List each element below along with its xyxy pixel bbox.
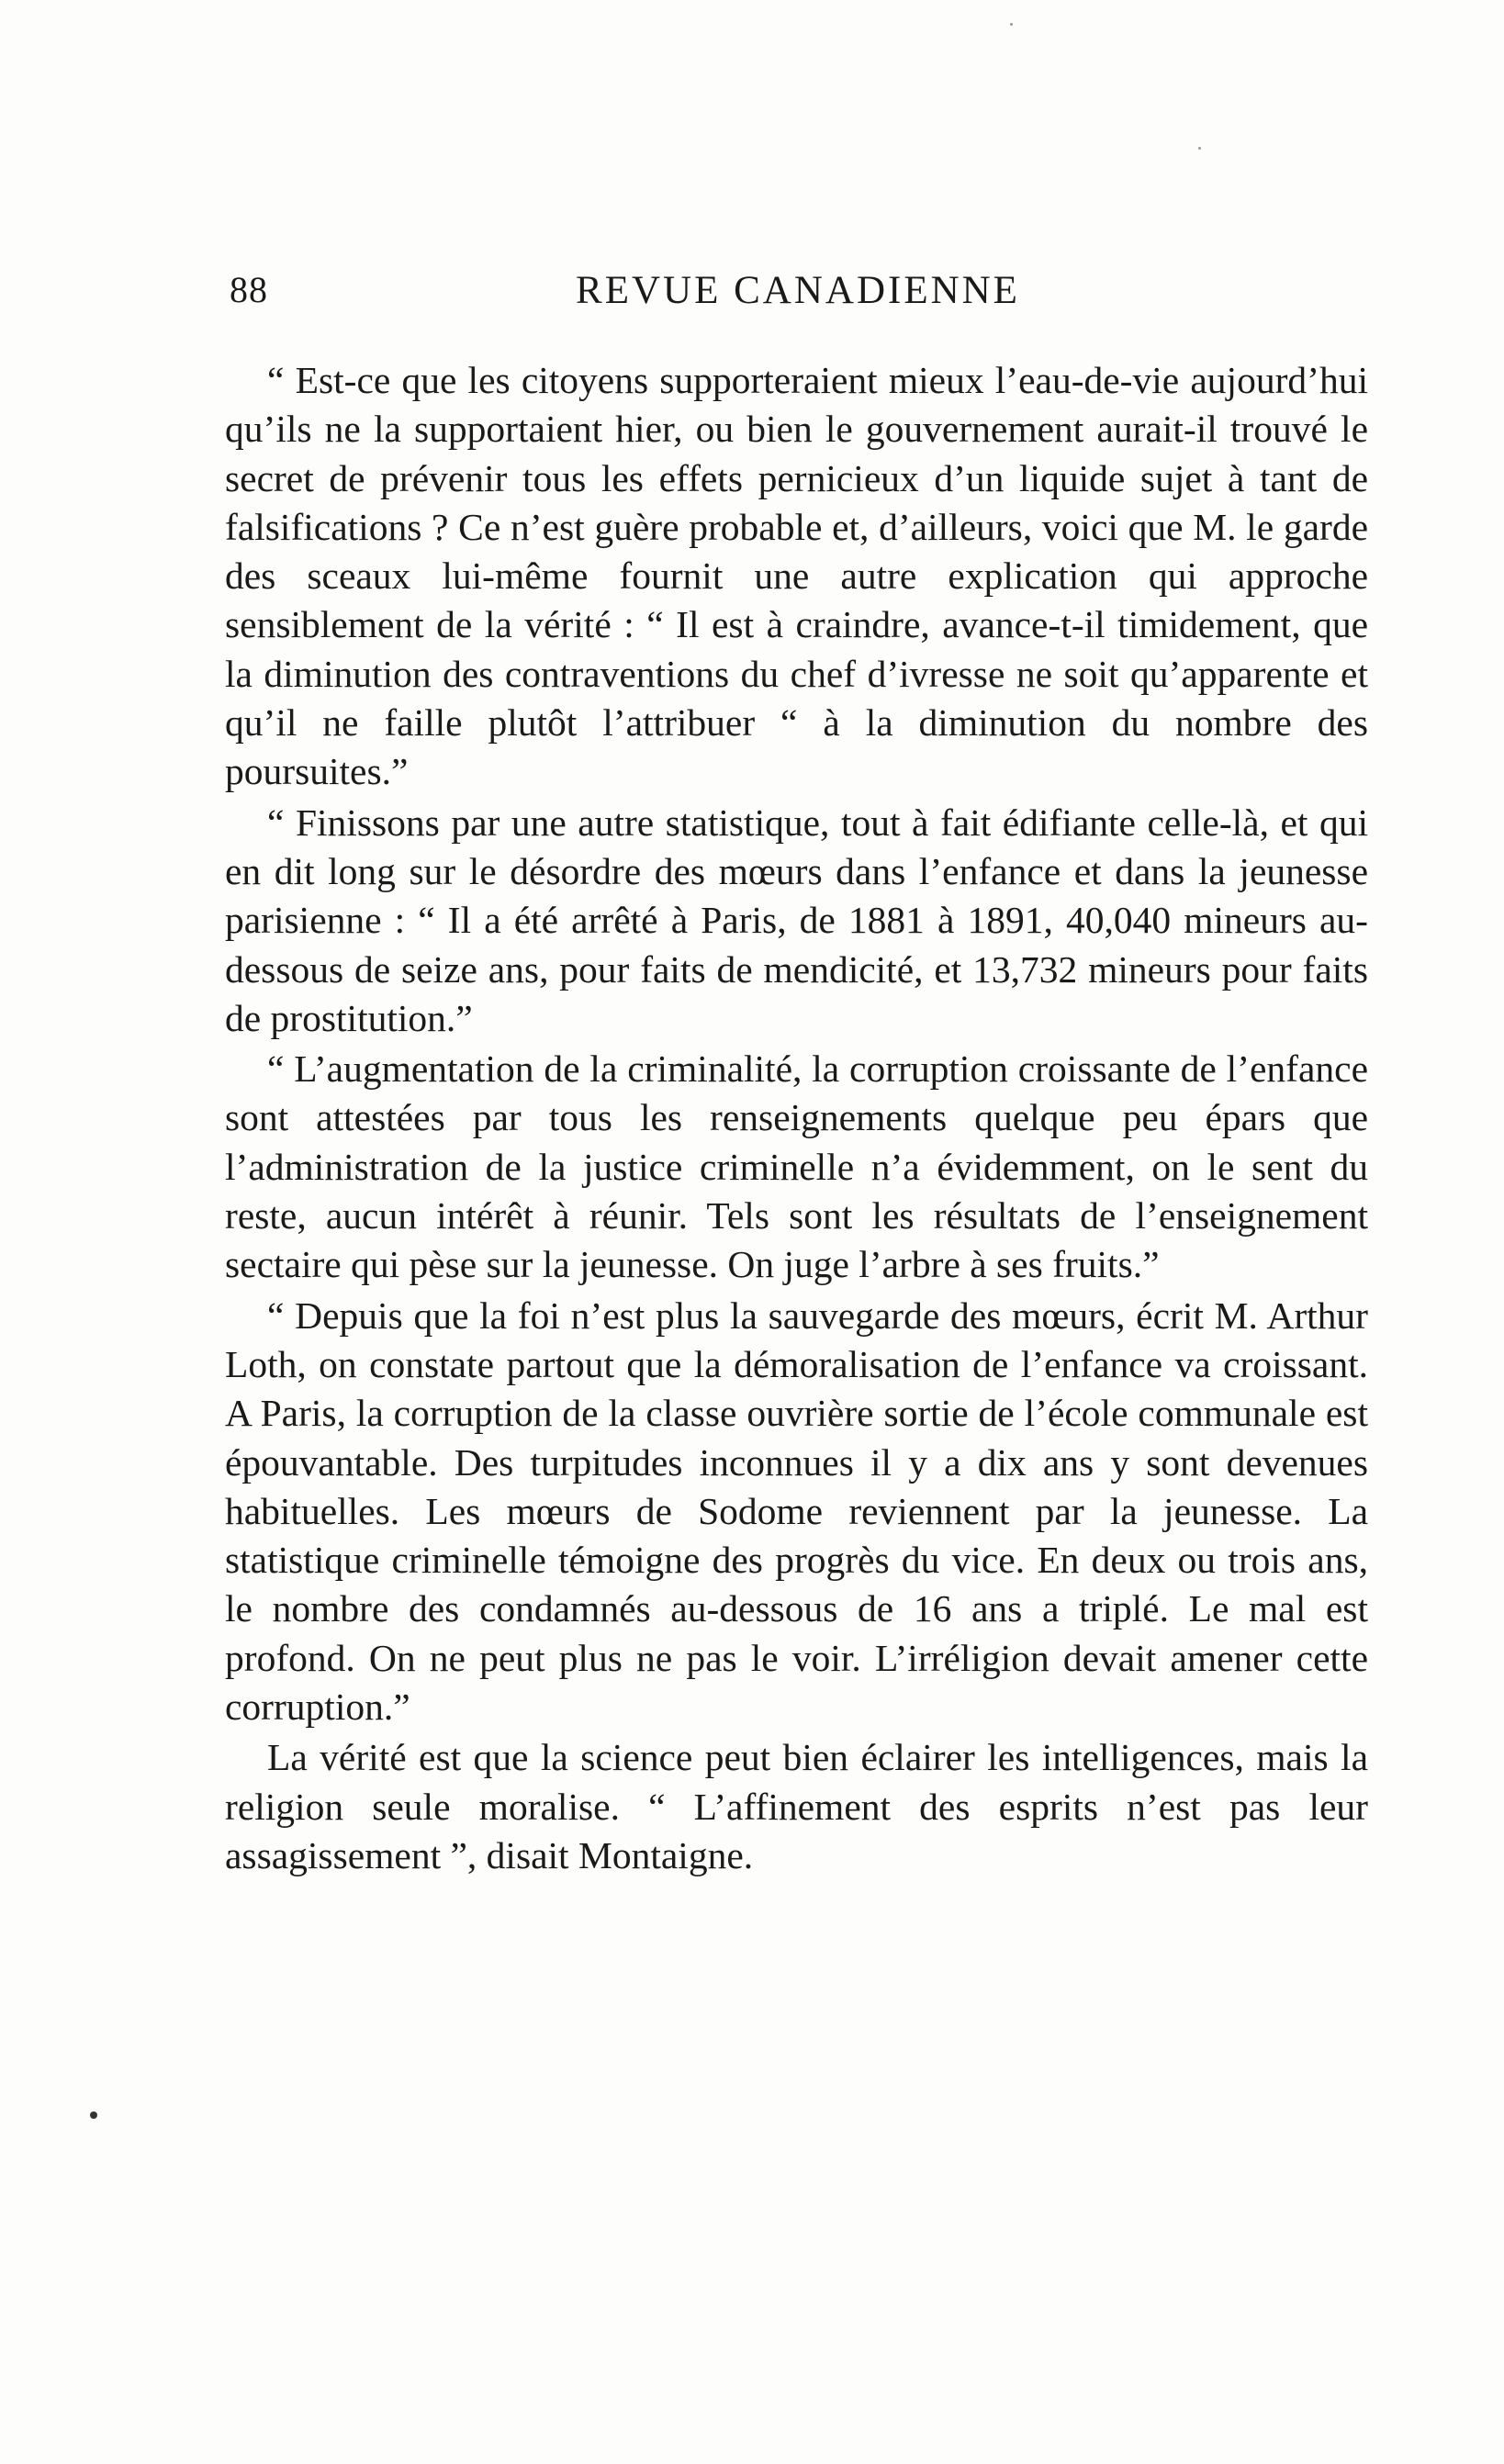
page-header	[228, 268, 1368, 323]
page-number: 88	[230, 269, 268, 310]
paragraph-criminalite: “ L’augmentation de la criminalité, la corruption croissante de l’enfance sont attestées par tous les renseignements quelque peu épars que l’administration de la justice criminelle n’a évidemment, on le sent du reste, aucun intérêt à réunir. Tels sont les résultats de l’enseignement sectaire qui pèse sur la jeunesse. On juge l’arbre à ses fruits.”	[225, 1047, 1368, 1286]
paragraph-eau-de-vie: “ Est-ce que les citoyens supporteraient mieux l’eau-de-vie aujourd’hui qu’ils ne la supportaient hier, ou bien le gouvernement aurait-il trouvé le secret de prévenir tous les effets pernicieux d’un liquide sujet à tant de falsifications ? Ce n’est guère probable et, d’ailleurs, voici que M. le garde des sceaux lui-même fournit une autre explication qui approche sensiblement de la vérité : “ Il est à craindre, avance-t-il timidement, que la diminution des contraventions du chef d’ivresse ne soit qu’apparente et qu’il ne faille plutôt l’attribuer “ à la diminution du nombre des poursuites.”	[225, 359, 1368, 793]
print-speck	[1010, 23, 1013, 26]
print-speck	[1198, 147, 1201, 150]
paragraph-conclusion: La vérité est que la science peut bien éclairer les intelligences, mais la religion seule moralise. “ L’affinement des esprits n’est pas leur assagissement ”, disait Montaigne.	[225, 1736, 1368, 1876]
running-title: REVUE CANADIENNE	[576, 269, 1020, 312]
print-speck	[90, 2111, 97, 2119]
paragraph-statistique: “ Finissons par une autre statistique, tout à fait édifiante celle-là, et qui en dit long sur le désordre des mœurs dans l’enfance et dans la jeunesse parisienne : “ Il a été arrêté à Paris, de 1881 à 1891, 40,040 mineurs au-dessous de seize ans, pour faits de mendicité, et 13,732 mineurs pour faits de prostitution.”	[225, 801, 1368, 1039]
paragraph-arthur-loth: “ Depuis que la foi n’est plus la sauvegarde des mœurs, écrit M. Arthur Loth, on constate partout que la démoralisation de l’enfance va croissant. A Paris, la corruption de la classe ouvrière sortie de l’école communale est épouvantable. Des turpitudes inconnues il y a dix ans y sont devenues habituelles. Les mœurs de Sodome reviennent par la jeunesse. La statistique criminelle témoigne des progrès du vice. En deux ou trois ans, le nombre des condamnés au-dessous de 16 ans a triplé. Le mal est profond. On ne peut plus ne pas le voir. L’irréligion devait amener cette corruption.”	[225, 1294, 1368, 1729]
body-text	[225, 356, 1368, 1880]
